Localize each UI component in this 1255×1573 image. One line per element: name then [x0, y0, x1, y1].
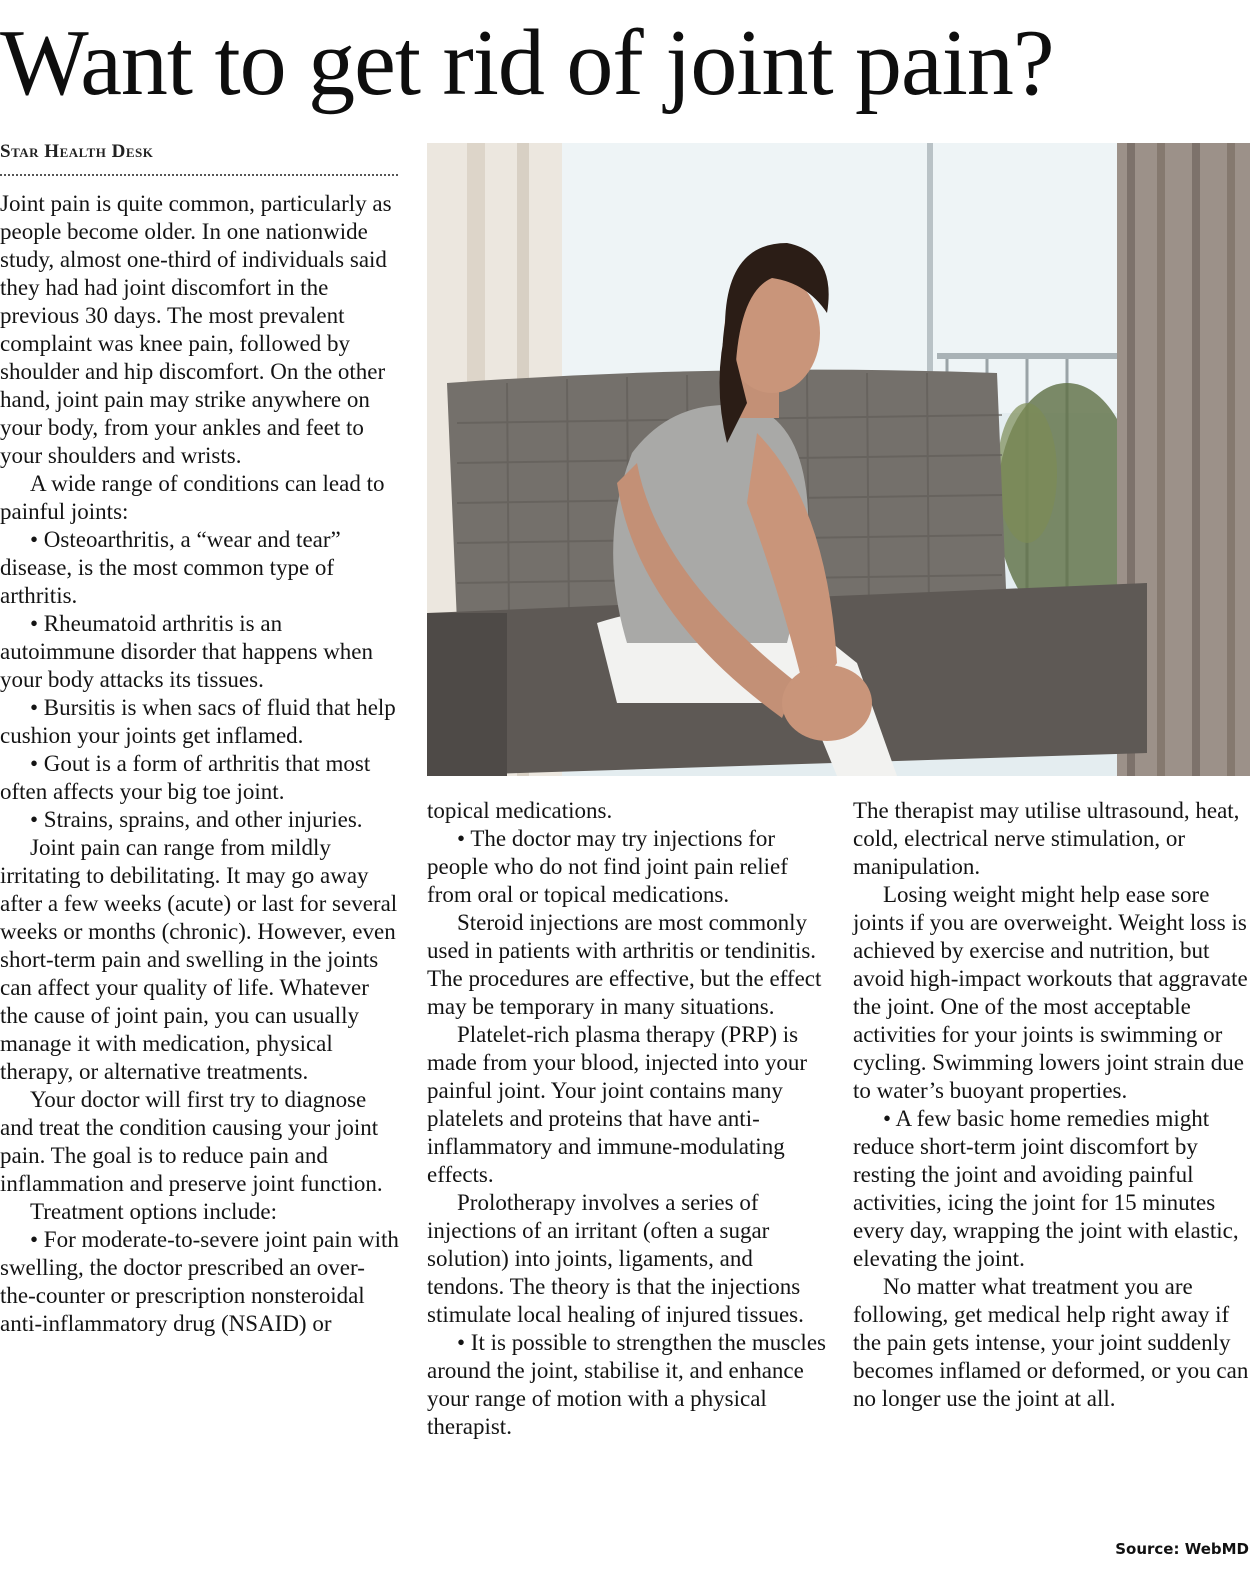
article-column-3: [853, 797, 1253, 1413]
byline: Star Health Desk: [0, 141, 154, 162]
bullet-item: • Osteoarthritis, a “wear and tear” disease, is the most common type of arthritis.: [0, 527, 341, 608]
source-credit: Source: WebMD: [1115, 1540, 1249, 1558]
headline: Want to get rid of joint pain?: [0, 11, 1054, 115]
paragraph: Joint pain can range from mildly irritating to debilitating. It may go away after a few weeks (acute) or last for several weeks or months (chronic). However, even short-term pain and swelling in the joints can affect your quality of life. Whatever the cause of joint pain, you can usually manage it with medication, physical therapy, or alternative treatments.: [0, 835, 398, 1084]
paragraph: The therapist may utilise ultrasound, heat, cold, electrical nerve stimulation, or manipulation.: [853, 798, 1240, 879]
paragraph: Steroid injections are most commonly used in patients with arthritis or tendinitis. The procedures are effective, but the effect may be temporary in many situations.: [427, 910, 822, 1019]
article-column-2: [427, 797, 832, 1441]
bullet-item: • Bursitis is when sacs of fluid that help cushion your joints get inflamed.: [0, 695, 396, 748]
bullet-item: • The doctor may try injections for people who do not find joint pain relief from oral or topical medications.: [427, 826, 788, 907]
byline-divider: [0, 174, 398, 176]
paragraph: Your doctor will first try to diagnose and treat the condition causing your joint pain. The goal is to reduce pain and inflammation and preserve joint function.: [0, 1087, 383, 1196]
bullet-item: • A few basic home remedies might reduce short-term joint discomfort by resting the joint and avoiding painful activities, icing the joint for 15 minutes every day, wrapping the joint with elastic, elevating the joint.: [853, 1106, 1239, 1271]
paragraph: No matter what treatment you are following, get medical help right away if the pain gets intense, your joint suddenly becomes inflamed or deformed, or you can no longer use the joint at all.: [853, 1274, 1249, 1411]
bullet-item: • Gout is a form of arthritis that most often affects your big toe joint.: [0, 751, 371, 804]
paragraph: Treatment options include:: [30, 1199, 278, 1224]
bullet-item: • Rheumatoid arthritis is an autoimmune disorder that happens when your body attacks its tissues.: [0, 611, 374, 692]
paragraph: A wide range of conditions can lead to painful joints:: [0, 471, 385, 524]
bullet-item: • For moderate-to-severe joint pain with swelling, the doctor prescribed an over-the-counter or prescription nonsteroidal anti-inflammatory drug (NSAID) or: [0, 1227, 399, 1336]
paragraph: Prolotherapy involves a series of injections of an irritant (often a sugar solution) into joints, ligaments, and tendons. The theory is that the injections stimulate local healing of injured tissues.: [427, 1190, 804, 1327]
woman-holding-knee-photo: [427, 143, 1250, 776]
paragraph: Joint pain is quite common, particularly as people become older. In one nationwide study, almost one-third of individuals said they had had joint discomfort in the previous 30 days. The most prevalent complaint was knee pain, followed by shoulder and hip discomfort. On the other hand, joint pain may strike anywhere on your body, from your ankles and feet to your shoulders and wrists.: [0, 191, 392, 468]
article-column-1: [0, 190, 400, 1338]
paragraph: Losing weight might help ease sore joints if you are overweight. Weight loss is achieved by exercise and nutrition, but avoid high-impact workouts that aggravate the joint. One of the most acceptable activities for your joints is swimming or cycling. Swimming lowers joint strain due to water’s buoyant properties.: [853, 882, 1248, 1103]
paragraph: Platelet-rich plasma therapy (PRP) is made from your blood, injected into your painful joint. Your joint contains many platelets and proteins that have anti-inflammatory and immune-modulating effects.: [427, 1022, 808, 1187]
bullet-item: • It is possible to strengthen the muscles around the joint, stabilise it, and enhance your range of motion with a physical therapist.: [427, 1330, 826, 1439]
bullet-item: • Strains, sprains, and other injuries.: [30, 807, 363, 832]
paragraph: topical medications.: [427, 798, 613, 823]
hands-on-knee: [782, 665, 872, 741]
